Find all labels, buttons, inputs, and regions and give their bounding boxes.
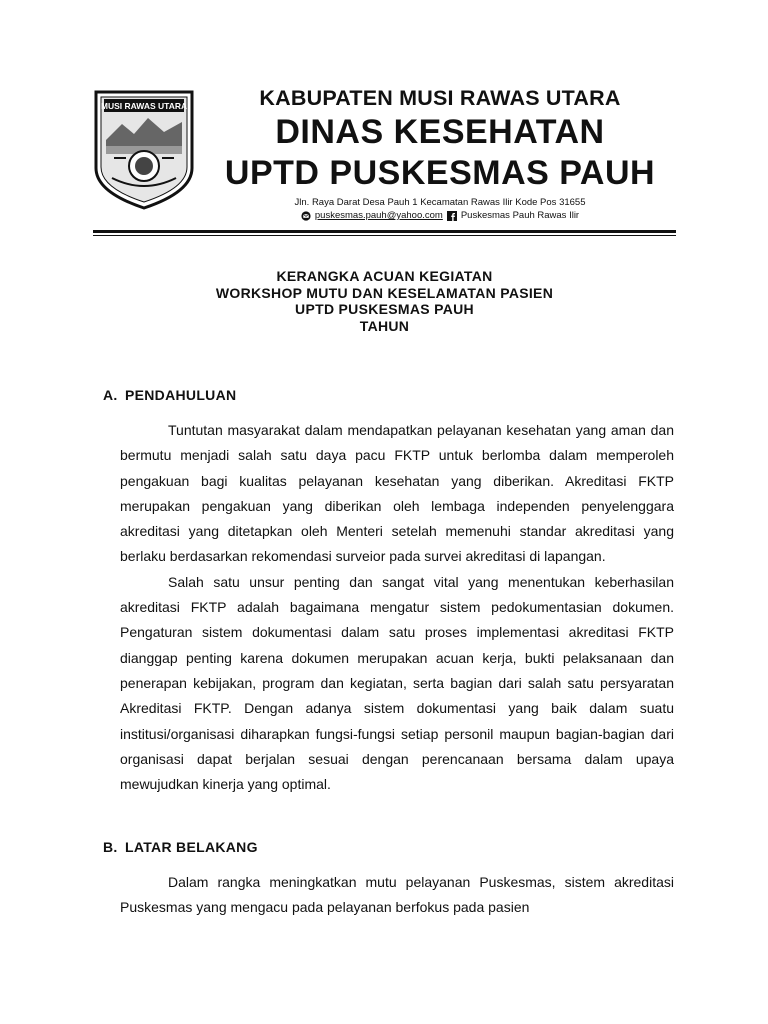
section-number: B.	[103, 839, 118, 855]
section-heading-latar-belakang	[103, 839, 258, 855]
regency-emblem-logo	[92, 88, 196, 212]
title-line-4: TAHUN	[359, 317, 410, 334]
address-line: Jln. Raya Darat Desa Pauh 1 Kecamatan Rawas Ilir Kode Pos 31655	[294, 197, 586, 208]
facebook-icon	[447, 211, 457, 221]
unit-name: UPTD PUSKESMAS PAUH	[224, 154, 656, 192]
facebook-page-name: Puskesmas Pauh Rawas Ilir	[460, 210, 580, 221]
paragraph: Tuntutan masyarakat dalam mendapatkan pelayanan kesehatan yang aman dan bermutu menjadi salah satu daya pacu FKTP untuk berlomba dalam memperoleh pengakuan bagi kualitas pelayanan kesehatan yang diberikan. Akreditasi FKTP merupakan pengakuan yang diberikan oleh lembaga independen penyelenggara akreditasi yang ditetapkan oleh Menteri setelah memenuhi standar akreditasi yang berlaku berdasarkan rekomendasi surveior pada survei akreditasi di lapangan.	[120, 422, 674, 565]
section-title: PENDAHULUAN	[125, 387, 237, 403]
title-line-1: KERANGKA ACUAN KEGIATAN	[276, 268, 493, 284]
title-line-3: UPTD PUSKESMAS PAUH	[295, 301, 474, 317]
section-heading-pendahuluan	[103, 387, 236, 403]
section-body-pendahuluan	[120, 418, 674, 797]
agency-name: DINAS KESEHATAN	[275, 113, 605, 151]
email-link[interactable]: puskesmas.pauh@yahoo.com	[314, 210, 443, 221]
document-title	[93, 268, 676, 334]
email-icon	[301, 211, 311, 221]
section-title: LATAR BELAKANG	[125, 839, 258, 855]
section-body-latar-belakang	[120, 870, 674, 921]
title-line-2: WORKSHOP MUTU DAN KESELAMATAN PASIEN	[215, 284, 554, 301]
letterhead-rule-thick	[93, 230, 676, 233]
contact-line	[205, 209, 675, 222]
letterhead-rule-thin	[93, 235, 676, 236]
paragraph: Salah satu unsur penting dan sangat vital yang menentukan keberhasilan akreditasi FKTP adalah bagaimana mengatur sistem pedokumentasian dokumen. Pengaturan sistem dokumentasi dalam satu proses implementasi akreditasi FKTP dianggap penting karena dokumen merupakan acuan kerja, bukti pelaksanaan dan penerapan kebijakan, program dan kegiatan, serta bagian dari salah satu persyaratan Akreditasi FKTP. Dengan adanya sistem dokumentasi yang baik dalam suatu institusi/organisasi diharapkan fungsi-fungsi setiap personil maupun bagian-bagian dari organisasi dapat berjalan sesuai dengan perencanaan bersama dalam upaya mewujudkan kinerja yang optimal.	[120, 573, 674, 793]
letterhead	[205, 84, 675, 222]
regency-name: KABUPATEN MUSI RAWAS UTARA	[259, 86, 621, 110]
logo-banner-text: MUSI RAWAS UTARA	[100, 101, 188, 111]
section-number: A.	[103, 387, 118, 403]
paragraph: Dalam rangka meningkatkan mutu pelayanan Puskesmas, sistem akreditasi Puskesmas yang mengacu pada pelayanan berfokus pada pasien	[120, 874, 674, 916]
